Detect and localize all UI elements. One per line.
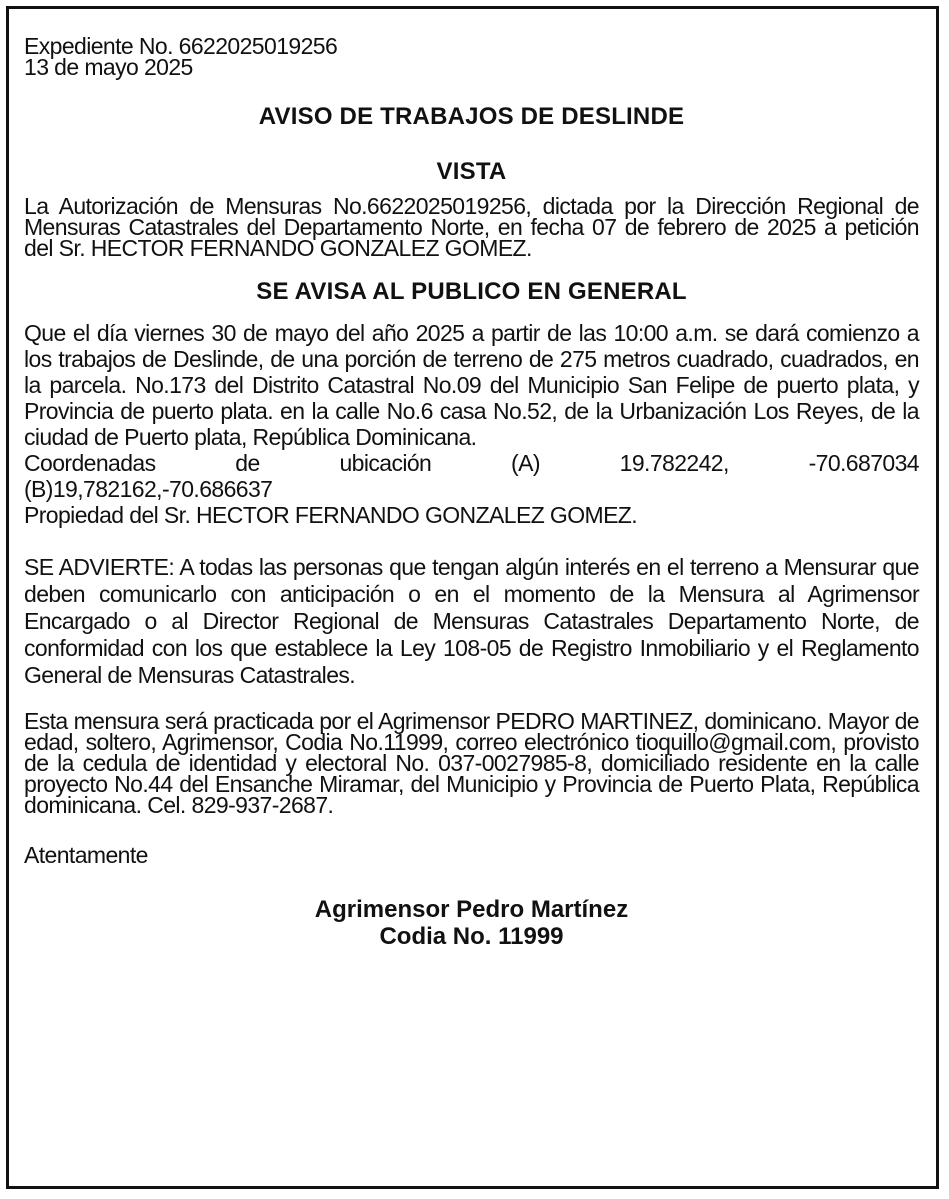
coordinates-word: de <box>235 450 260 476</box>
signature-codia: Codia No. 11999 <box>379 923 564 950</box>
warning-paragraph: SE ADVIERTE: A todas las personas que tengan algún interés en el terreno a Mensurar que deben comunicarlo con anticipación o en el momento de la Mensura al Agrimensor Encargado o al Director Regional de Mensuras Catastrales Departamento Norte, de conformidad con los que establece la Ley 108-05 de Registro Inmobiliario y el Reglamento General de Mensuras Catastrales. <box>24 554 919 688</box>
notice-date: 13 de mayo 2025 <box>24 54 193 80</box>
signature-name: Agrimensor Pedro Martínez <box>314 896 629 923</box>
vista-heading: VISTA <box>436 158 507 185</box>
property-owner: Propiedad del Sr. HECTOR FERNANDO GONZALEZ GOMEZ. <box>24 502 638 528</box>
coordinates-point-a-lon: -70.687034 <box>808 450 919 476</box>
coordinates-point-a-lat: 19.782242, <box>619 450 729 476</box>
surveyor-paragraph: Esta mensura será practicada por el Agrimensor PEDRO MARTINEZ, dominicano. Mayor de edad, soltero, Agrimensor, Codia No.11999, correo electrónico tioquillo@gmail.com, provisto de la cedula de identidad y electoral No. 037-0027985-8, domiciliado residente en la calle proyecto No.44 del Ensanche Miramar, del Municipio y Provincia de Puerto Plata, República dominicana. Cel. 829-937-2687. <box>24 708 919 818</box>
coordinates-line-b: (B)19,782162,-70.686637 <box>24 476 273 502</box>
coordinates-line-a <box>24 450 919 476</box>
notice-title: AVISO DE TRABAJOS DE DESLINDE <box>258 103 685 130</box>
notice-content <box>24 33 919 950</box>
coordinates-word: ubicación <box>339 450 432 476</box>
work-description-paragraph: Que el día viernes 30 de mayo del año 2025 a partir de las 10:00 a.m. se dará comienzo a los trabajos de Deslinde, de una porción de terreno de 275 metros cuadrado, cuadrados, en la parcela. No.173 del Distrito Catastral No.09 del Municipio San Felipe de puerto plata, y Provincia de puerto plata. en la calle No.6 casa No.52, de la Urbanización Los Reyes, de la ciudad de Puerto plata, República Dominicana. <box>24 320 919 450</box>
expediente-number: Expediente No. 6622025019256 <box>24 33 338 59</box>
closing-salutation: Atentamente <box>24 842 148 868</box>
vista-paragraph: La Autorización de Mensuras No.6622025019256, dictada por la Dirección Regional de Mensuras Catastrales del Departamento Norte, en fecha 07 de febrero de 2025 a petición del Sr. HECTOR FERNANDO GONZALEZ GOMEZ. <box>24 193 919 261</box>
coordinates-point-a-label: (A) <box>511 450 540 476</box>
public-notice-heading: SE AVISA AL PUBLICO EN GENERAL <box>256 278 687 305</box>
coordinates-word: Coordenadas <box>24 450 156 476</box>
